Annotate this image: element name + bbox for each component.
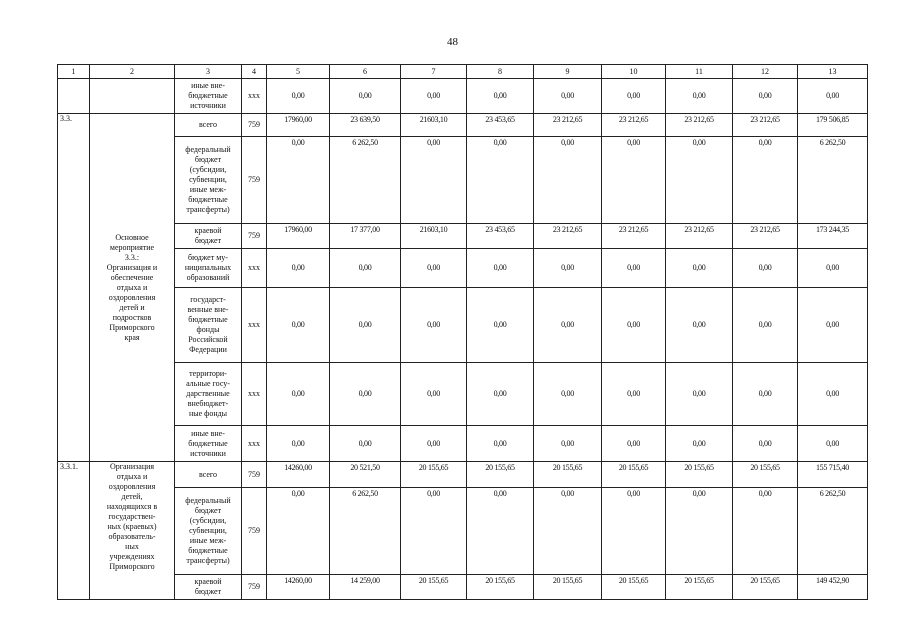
table-row xyxy=(58,462,868,488)
value-cell: 0,00 xyxy=(733,488,798,575)
value-cell: 0,00 xyxy=(733,288,798,363)
value-cell: 149 452,90 xyxy=(798,575,868,600)
value-cell: 0,00 xyxy=(798,249,868,288)
value-cell: 20 155,65 xyxy=(401,462,467,488)
table-row xyxy=(58,426,868,462)
value-cell: 23 212,65 xyxy=(733,224,798,249)
funding-source-cell: федеральный бюджет (субсидии, субвенции, иные меж- бюджетные трансферты) xyxy=(175,137,242,224)
value-cell: 0,00 xyxy=(330,249,401,288)
table-row xyxy=(58,224,868,249)
value-cell: 0,00 xyxy=(534,363,602,426)
value-cell: 0,00 xyxy=(534,426,602,462)
column-header: 10 xyxy=(602,65,666,79)
code-cell: xxx xyxy=(242,79,267,114)
value-cell: 155 715,40 xyxy=(798,462,868,488)
table-row xyxy=(58,137,868,224)
value-cell: 14260,00 xyxy=(267,462,330,488)
activity-name-cell: Организация отдыха и оздоровления детей, находящихся в государствен- ных (краевых) образователь- ных учреждениях Приморского xyxy=(90,462,175,600)
value-cell: 0,00 xyxy=(534,488,602,575)
code-cell: 759 xyxy=(242,462,267,488)
value-cell: 0,00 xyxy=(267,426,330,462)
value-cell: 0,00 xyxy=(666,137,733,224)
row-number-cell xyxy=(58,79,90,114)
column-header: 13 xyxy=(798,65,868,79)
value-cell: 0,00 xyxy=(401,426,467,462)
value-cell: 21603,10 xyxy=(401,114,467,137)
value-cell: 20 155,65 xyxy=(666,462,733,488)
value-cell: 23 212,65 xyxy=(534,114,602,137)
code-cell: 759 xyxy=(242,114,267,137)
value-cell: 0,00 xyxy=(798,426,868,462)
value-cell: 0,00 xyxy=(401,488,467,575)
value-cell: 0,00 xyxy=(330,288,401,363)
value-cell: 20 155,65 xyxy=(401,575,467,600)
value-cell: 0,00 xyxy=(534,79,602,114)
value-cell: 6 262,50 xyxy=(798,488,868,575)
value-cell: 0,00 xyxy=(733,249,798,288)
value-cell: 0,00 xyxy=(267,79,330,114)
value-cell: 0,00 xyxy=(733,363,798,426)
value-cell: 17 377,00 xyxy=(330,224,401,249)
value-cell: 17960,00 xyxy=(267,224,330,249)
column-header: 8 xyxy=(467,65,534,79)
table-row xyxy=(58,114,868,137)
value-cell: 0,00 xyxy=(267,363,330,426)
code-cell: 759 xyxy=(242,575,267,600)
column-header: 9 xyxy=(534,65,602,79)
value-cell: 14 259,00 xyxy=(330,575,401,600)
code-cell: xxx xyxy=(242,363,267,426)
value-cell: 179 506,85 xyxy=(798,114,868,137)
funding-source-cell: краевой бюджет xyxy=(175,575,242,600)
column-header: 1 xyxy=(58,65,90,79)
value-cell: 0,00 xyxy=(602,488,666,575)
value-cell: 173 244,35 xyxy=(798,224,868,249)
value-cell: 21603,10 xyxy=(401,224,467,249)
value-cell: 20 155,65 xyxy=(733,462,798,488)
value-cell: 0,00 xyxy=(733,79,798,114)
value-cell: 0,00 xyxy=(267,288,330,363)
funding-source-cell: всего xyxy=(175,462,242,488)
value-cell: 17960,00 xyxy=(267,114,330,137)
value-cell: 0,00 xyxy=(602,249,666,288)
value-cell: 23 453,65 xyxy=(467,114,534,137)
value-cell: 23 212,65 xyxy=(666,224,733,249)
funding-source-cell: иные вне- бюджетные источники xyxy=(175,79,242,114)
value-cell: 6 262,50 xyxy=(330,137,401,224)
value-cell: 0,00 xyxy=(602,79,666,114)
value-cell: 0,00 xyxy=(666,488,733,575)
value-cell: 0,00 xyxy=(534,288,602,363)
value-cell: 23 212,65 xyxy=(602,224,666,249)
value-cell: 0,00 xyxy=(666,288,733,363)
value-cell: 23 212,65 xyxy=(534,224,602,249)
code-cell: 759 xyxy=(242,488,267,575)
value-cell: 20 155,65 xyxy=(467,462,534,488)
code-cell: 759 xyxy=(242,137,267,224)
value-cell: 0,00 xyxy=(401,79,467,114)
value-cell: 0,00 xyxy=(602,137,666,224)
value-cell: 0,00 xyxy=(467,137,534,224)
table-row xyxy=(58,288,868,363)
value-cell: 0,00 xyxy=(602,363,666,426)
value-cell: 23 453,65 xyxy=(467,224,534,249)
value-cell: 0,00 xyxy=(401,249,467,288)
column-header: 2 xyxy=(90,65,175,79)
value-cell: 6 262,50 xyxy=(798,137,868,224)
value-cell: 0,00 xyxy=(467,426,534,462)
table-row xyxy=(58,79,868,114)
funding-source-cell: территори- альные госу- дарственные внебюджет- ные фонды xyxy=(175,363,242,426)
column-header: 11 xyxy=(666,65,733,79)
value-cell: 0,00 xyxy=(534,249,602,288)
budget-table xyxy=(57,64,868,600)
value-cell: 0,00 xyxy=(401,137,467,224)
value-cell: 0,00 xyxy=(467,288,534,363)
value-cell: 0,00 xyxy=(666,363,733,426)
value-cell: 20 155,65 xyxy=(666,575,733,600)
funding-source-cell: государст- венные вне- бюджетные фонды Российской Федерации xyxy=(175,288,242,363)
funding-source-cell: бюджет му- ниципальных образований xyxy=(175,249,242,288)
value-cell: 14260,00 xyxy=(267,575,330,600)
value-cell: 0,00 xyxy=(267,488,330,575)
value-cell: 0,00 xyxy=(733,137,798,224)
value-cell: 0,00 xyxy=(330,363,401,426)
column-header: 7 xyxy=(401,65,467,79)
page-number: 48 xyxy=(447,36,458,48)
table-row xyxy=(58,575,868,600)
value-cell: 0,00 xyxy=(267,137,330,224)
value-cell: 23 639,50 xyxy=(330,114,401,137)
funding-source-cell: иные вне- бюджетные источники xyxy=(175,426,242,462)
value-cell: 0,00 xyxy=(401,363,467,426)
column-header: 5 xyxy=(267,65,330,79)
value-cell: 20 155,65 xyxy=(733,575,798,600)
value-cell: 0,00 xyxy=(666,79,733,114)
value-cell: 0,00 xyxy=(666,426,733,462)
value-cell: 0,00 xyxy=(467,488,534,575)
value-cell: 23 212,65 xyxy=(733,114,798,137)
table-row xyxy=(58,363,868,426)
value-cell: 0,00 xyxy=(534,137,602,224)
value-cell: 20 155,65 xyxy=(602,575,666,600)
value-cell: 0,00 xyxy=(330,79,401,114)
value-cell: 0,00 xyxy=(330,426,401,462)
value-cell: 0,00 xyxy=(267,249,330,288)
table-row xyxy=(58,488,868,575)
value-cell: 0,00 xyxy=(666,249,733,288)
value-cell: 20 155,65 xyxy=(534,462,602,488)
value-cell: 20 521,50 xyxy=(330,462,401,488)
funding-source-cell: краевой бюджет xyxy=(175,224,242,249)
code-cell: xxx xyxy=(242,249,267,288)
value-cell: 20 155,65 xyxy=(467,575,534,600)
code-cell: 759 xyxy=(242,224,267,249)
column-header: 3 xyxy=(175,65,242,79)
value-cell: 0,00 xyxy=(401,288,467,363)
column-header: 6 xyxy=(330,65,401,79)
value-cell: 6 262,50 xyxy=(330,488,401,575)
activity-name-cell xyxy=(90,79,175,114)
funding-source-cell: федеральный бюджет (субсидии, субвенции, иные меж- бюджетные трансферты) xyxy=(175,488,242,575)
value-cell: 0,00 xyxy=(798,79,868,114)
activity-name-cell: Основное мероприятие 3.3.: Организация и обеспечение отдыха и оздоровления детей и подростков Приморского края xyxy=(90,114,175,462)
value-cell: 0,00 xyxy=(467,79,534,114)
value-cell: 0,00 xyxy=(602,288,666,363)
value-cell: 23 212,65 xyxy=(602,114,666,137)
value-cell: 0,00 xyxy=(798,363,868,426)
value-cell: 20 155,65 xyxy=(534,575,602,600)
column-header: 12 xyxy=(733,65,798,79)
value-cell: 0,00 xyxy=(733,426,798,462)
value-cell: 23 212,65 xyxy=(666,114,733,137)
row-number-cell: 3.3.1. xyxy=(58,462,90,600)
table-header-row xyxy=(58,65,868,79)
value-cell: 0,00 xyxy=(602,426,666,462)
value-cell: 20 155,65 xyxy=(602,462,666,488)
code-cell: xxx xyxy=(242,426,267,462)
column-header: 4 xyxy=(242,65,267,79)
value-cell: 0,00 xyxy=(467,363,534,426)
value-cell: 0,00 xyxy=(467,249,534,288)
code-cell: xxx xyxy=(242,288,267,363)
value-cell: 0,00 xyxy=(798,288,868,363)
row-number-cell: 3.3. xyxy=(58,114,90,462)
funding-source-cell: всего xyxy=(175,114,242,137)
table-row xyxy=(58,249,868,288)
